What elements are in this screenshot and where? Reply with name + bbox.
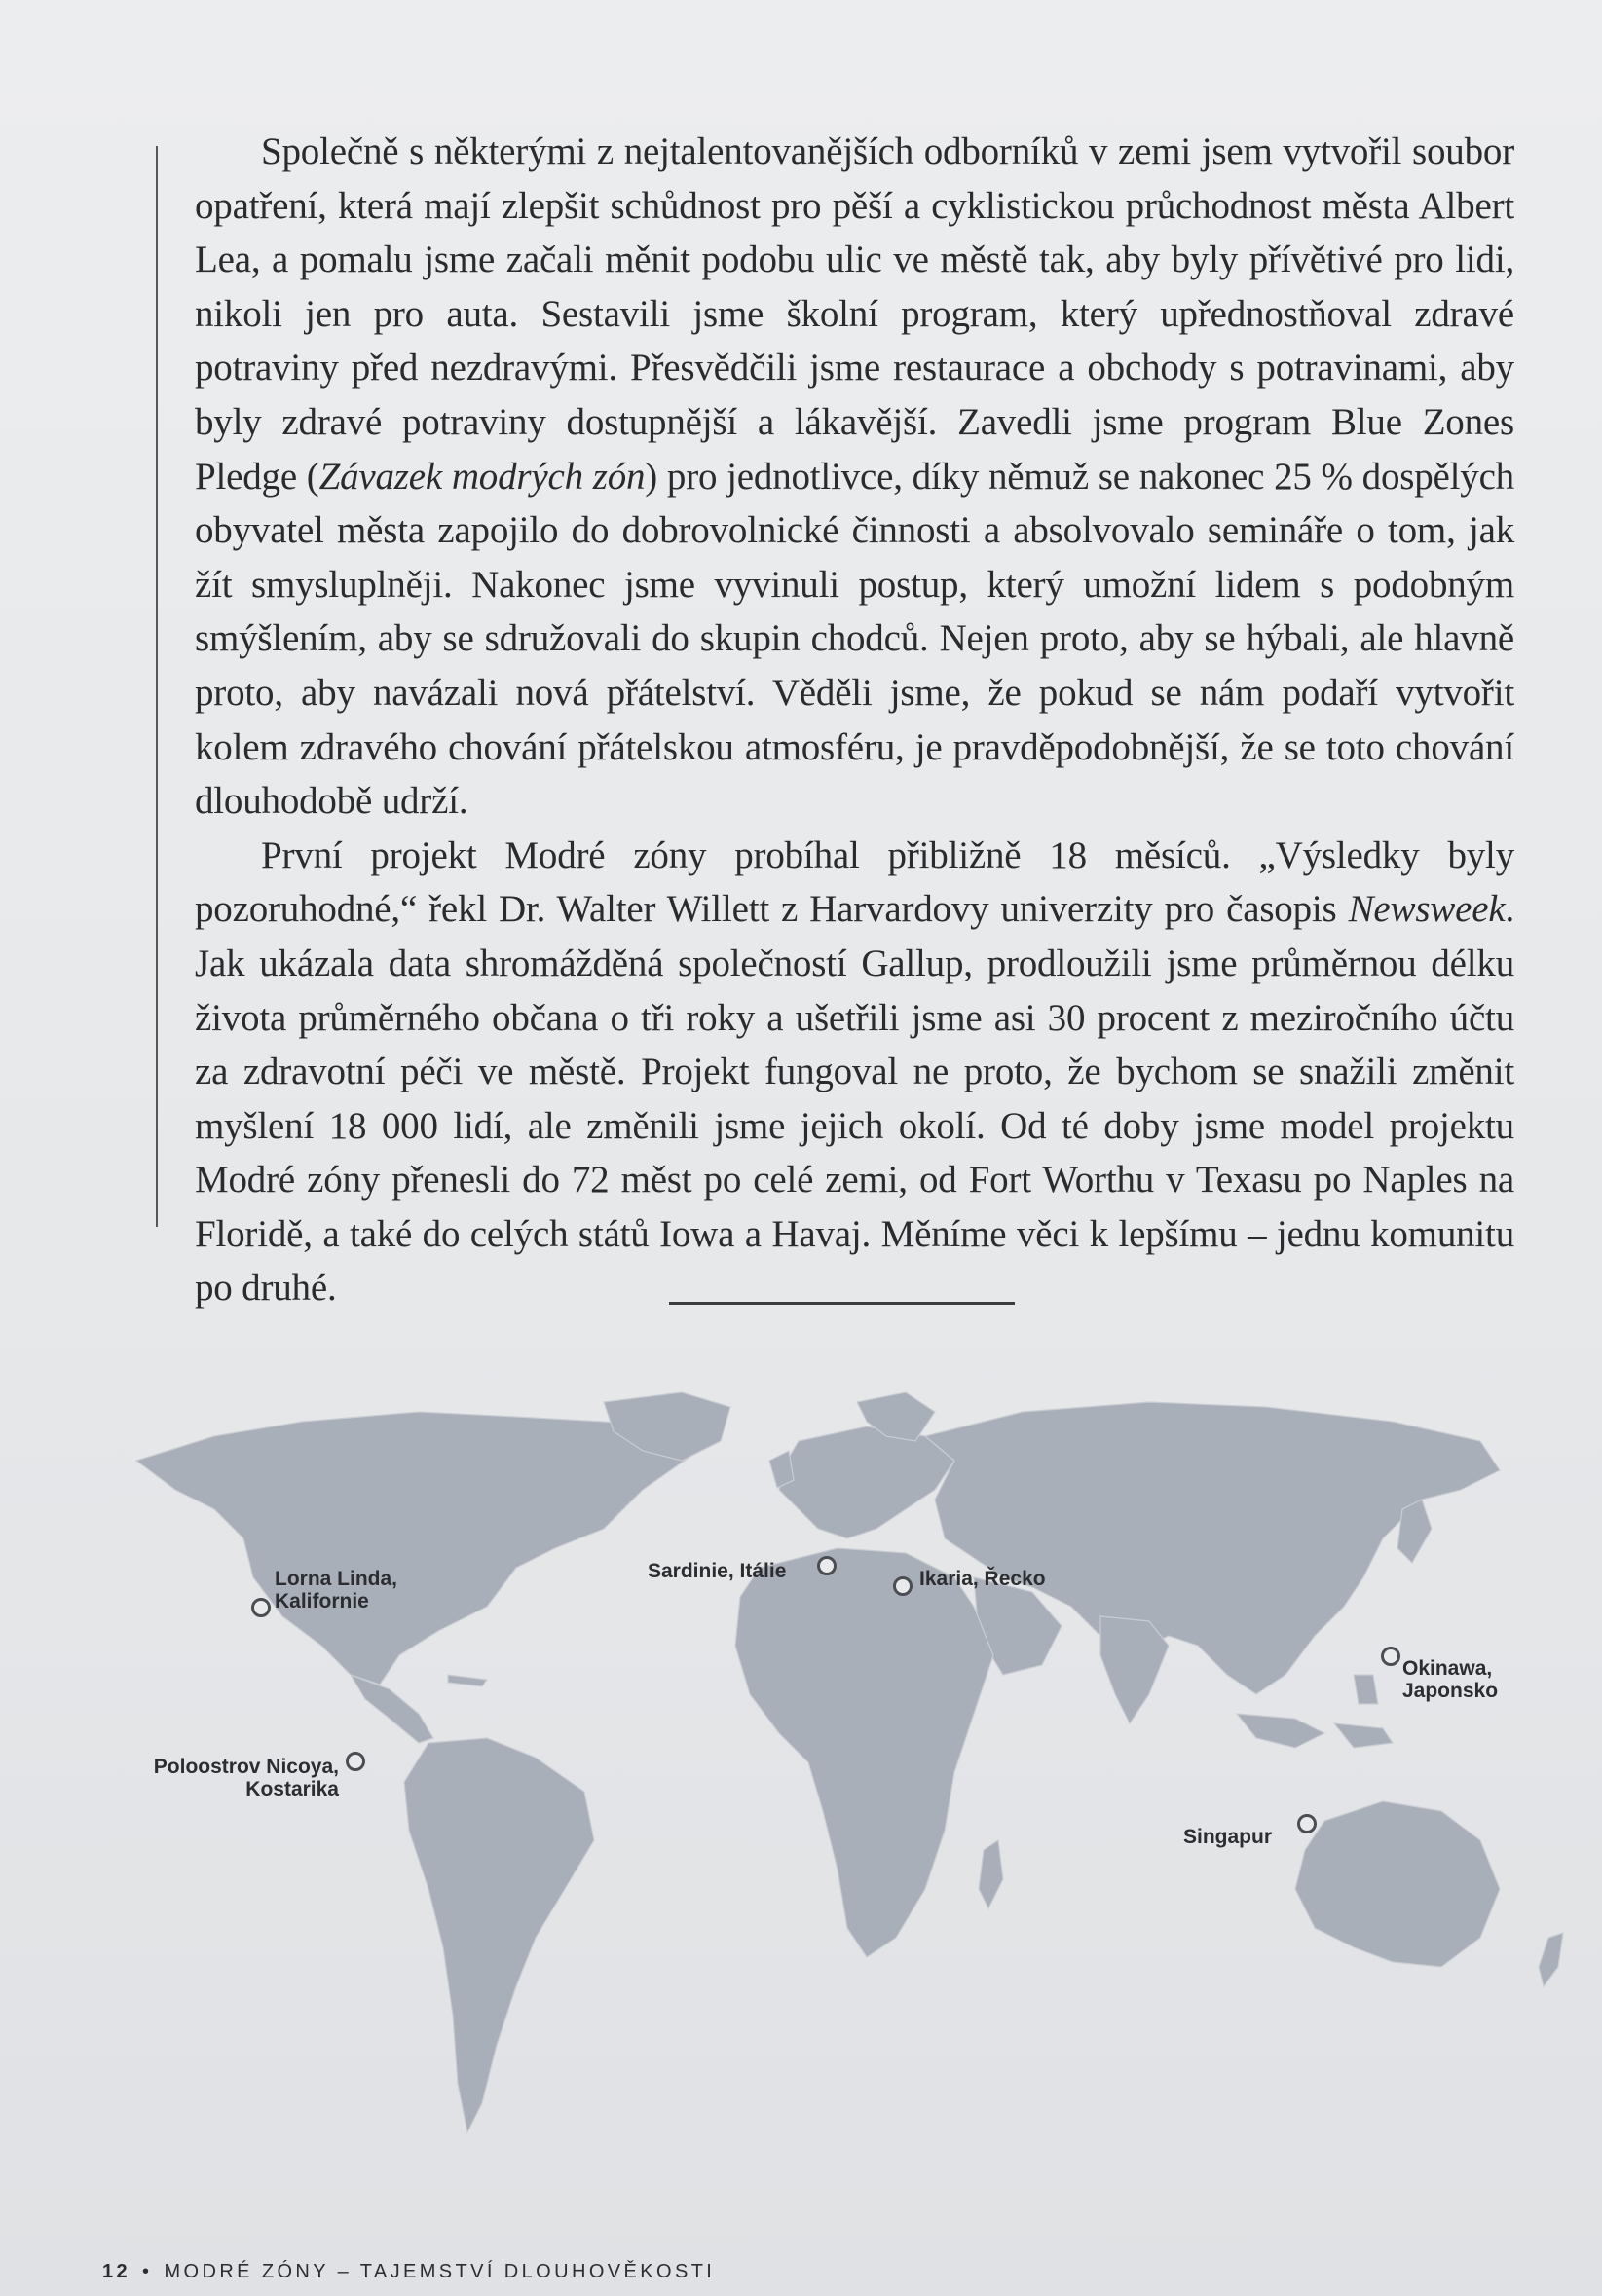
label-sardinie: Sardinie, Itálie <box>648 1560 787 1582</box>
running-title: MODRÉ ZÓNY – TAJEMSTVÍ DLOUHOVĚKOSTI <box>164 2261 716 2282</box>
paragraph-2: První projekt Modré zóny probíhal přibližně 18 měsíců. „Výsledky byly pozoruhodné,“ řekl Dr. Walter Willett z Harvardovy univerzity pro časopis Newsweek. Jak ukázala data shromážděná společností Gallup, prodloužili jsme průměrnou délku života průměrného občana o tři roky a ušetřili jsme asi 30 procent z meziročního účtu za zdravotní péči ve městě. Projekt fungoval ne proto, že bychom se snažili změnit myšlení 18 000 lidí, ale změnili jsme jejich okolí. Od té doby jsme model projektu Modré zóny přenesli do 72 měst po celé zemi, od Fort Worthu v Texasu po Naples na Floridě, a také do celých států Iowa a Havaj. Měníme věci k lepšímu – jednu komunitu po druhé. <box>195 833 1514 1310</box>
footer-bullet: • <box>142 2261 153 2282</box>
page-footer <box>102 2261 715 2283</box>
world-map <box>97 1383 1597 2191</box>
marker-ikaria <box>893 1576 913 1596</box>
marker-singapur <box>1297 1814 1317 1833</box>
label-ikaria: Ikaria, Řecko <box>919 1568 1046 1590</box>
south-america-shape <box>404 1738 594 2132</box>
australia-shape <box>1295 1801 1500 1967</box>
label-nicoya: Poloostrov Nicoya, Kostarika <box>153 1756 339 1800</box>
label-okinawa: Okinawa, Japonsko <box>1402 1657 1499 1702</box>
europe-shape <box>779 1426 954 1538</box>
margin-rule <box>156 146 158 1227</box>
page-number: 12 <box>102 2261 131 2282</box>
italic-magazine: Newsweek <box>1348 888 1506 931</box>
marker-sardinie <box>817 1556 837 1575</box>
body-text <box>195 125 1514 1315</box>
label-singapur: Singapur <box>1183 1826 1273 1848</box>
italic-translation: Závazek modrých zón <box>318 455 646 498</box>
central-america-shape <box>351 1675 433 1743</box>
paragraph-1: Společně s některými z nejtalentovanějších odborníků v zemi jsem vytvořil soubor opatření, která mají zlepšit schůdnost pro pěší a cyklistickou průchodnost města Albert Lea, a pomalu jsme začali měnit podobu ulic ve městě tak, aby byly přívětivé pro lidi, nikoli jen pro auta. Sestavili jsme školní program, který upřednostňoval zdravé potraviny před nezdravými. Přesvědčili jsme restaurace a obchody s potravinami, aby byly zdravé potraviny dostupnější a lákavější. Zavedli jsme program Blue Zones Pledge (Závazek modrých zón) pro jednotlivce, díky němuž se nakonec 25 % dospělých obyvatel města zapojilo do dobrovolnické činnosti a absolvovalo semináře o tom, jak žít smysluplněji. Nakonec jsme vyvinuli postup, který umožní lidem s podobným smýšlením, aby se sdružovali do skupin chodců. Nejen proto, aby se hýbali, ale hlavně proto, aby navázali nová přátelství. Věděli jsme, že pokud se nám podaří vytvořit kolem zdravého chování přátelskou atmosféru, je pravděpodobnější, že se toto chování dlouhodobě udrží. <box>195 130 1514 823</box>
marker-okinawa <box>1381 1647 1400 1666</box>
label-loma-linda: Lorna Linda, Kalifornie <box>275 1568 397 1612</box>
marker-nicoya <box>346 1752 365 1771</box>
north-america-shape <box>136 1412 691 1685</box>
india-shape <box>1100 1616 1169 1723</box>
africa-shape <box>735 1548 993 1957</box>
section-divider <box>669 1302 1015 1305</box>
marker-loma-linda <box>251 1598 271 1617</box>
